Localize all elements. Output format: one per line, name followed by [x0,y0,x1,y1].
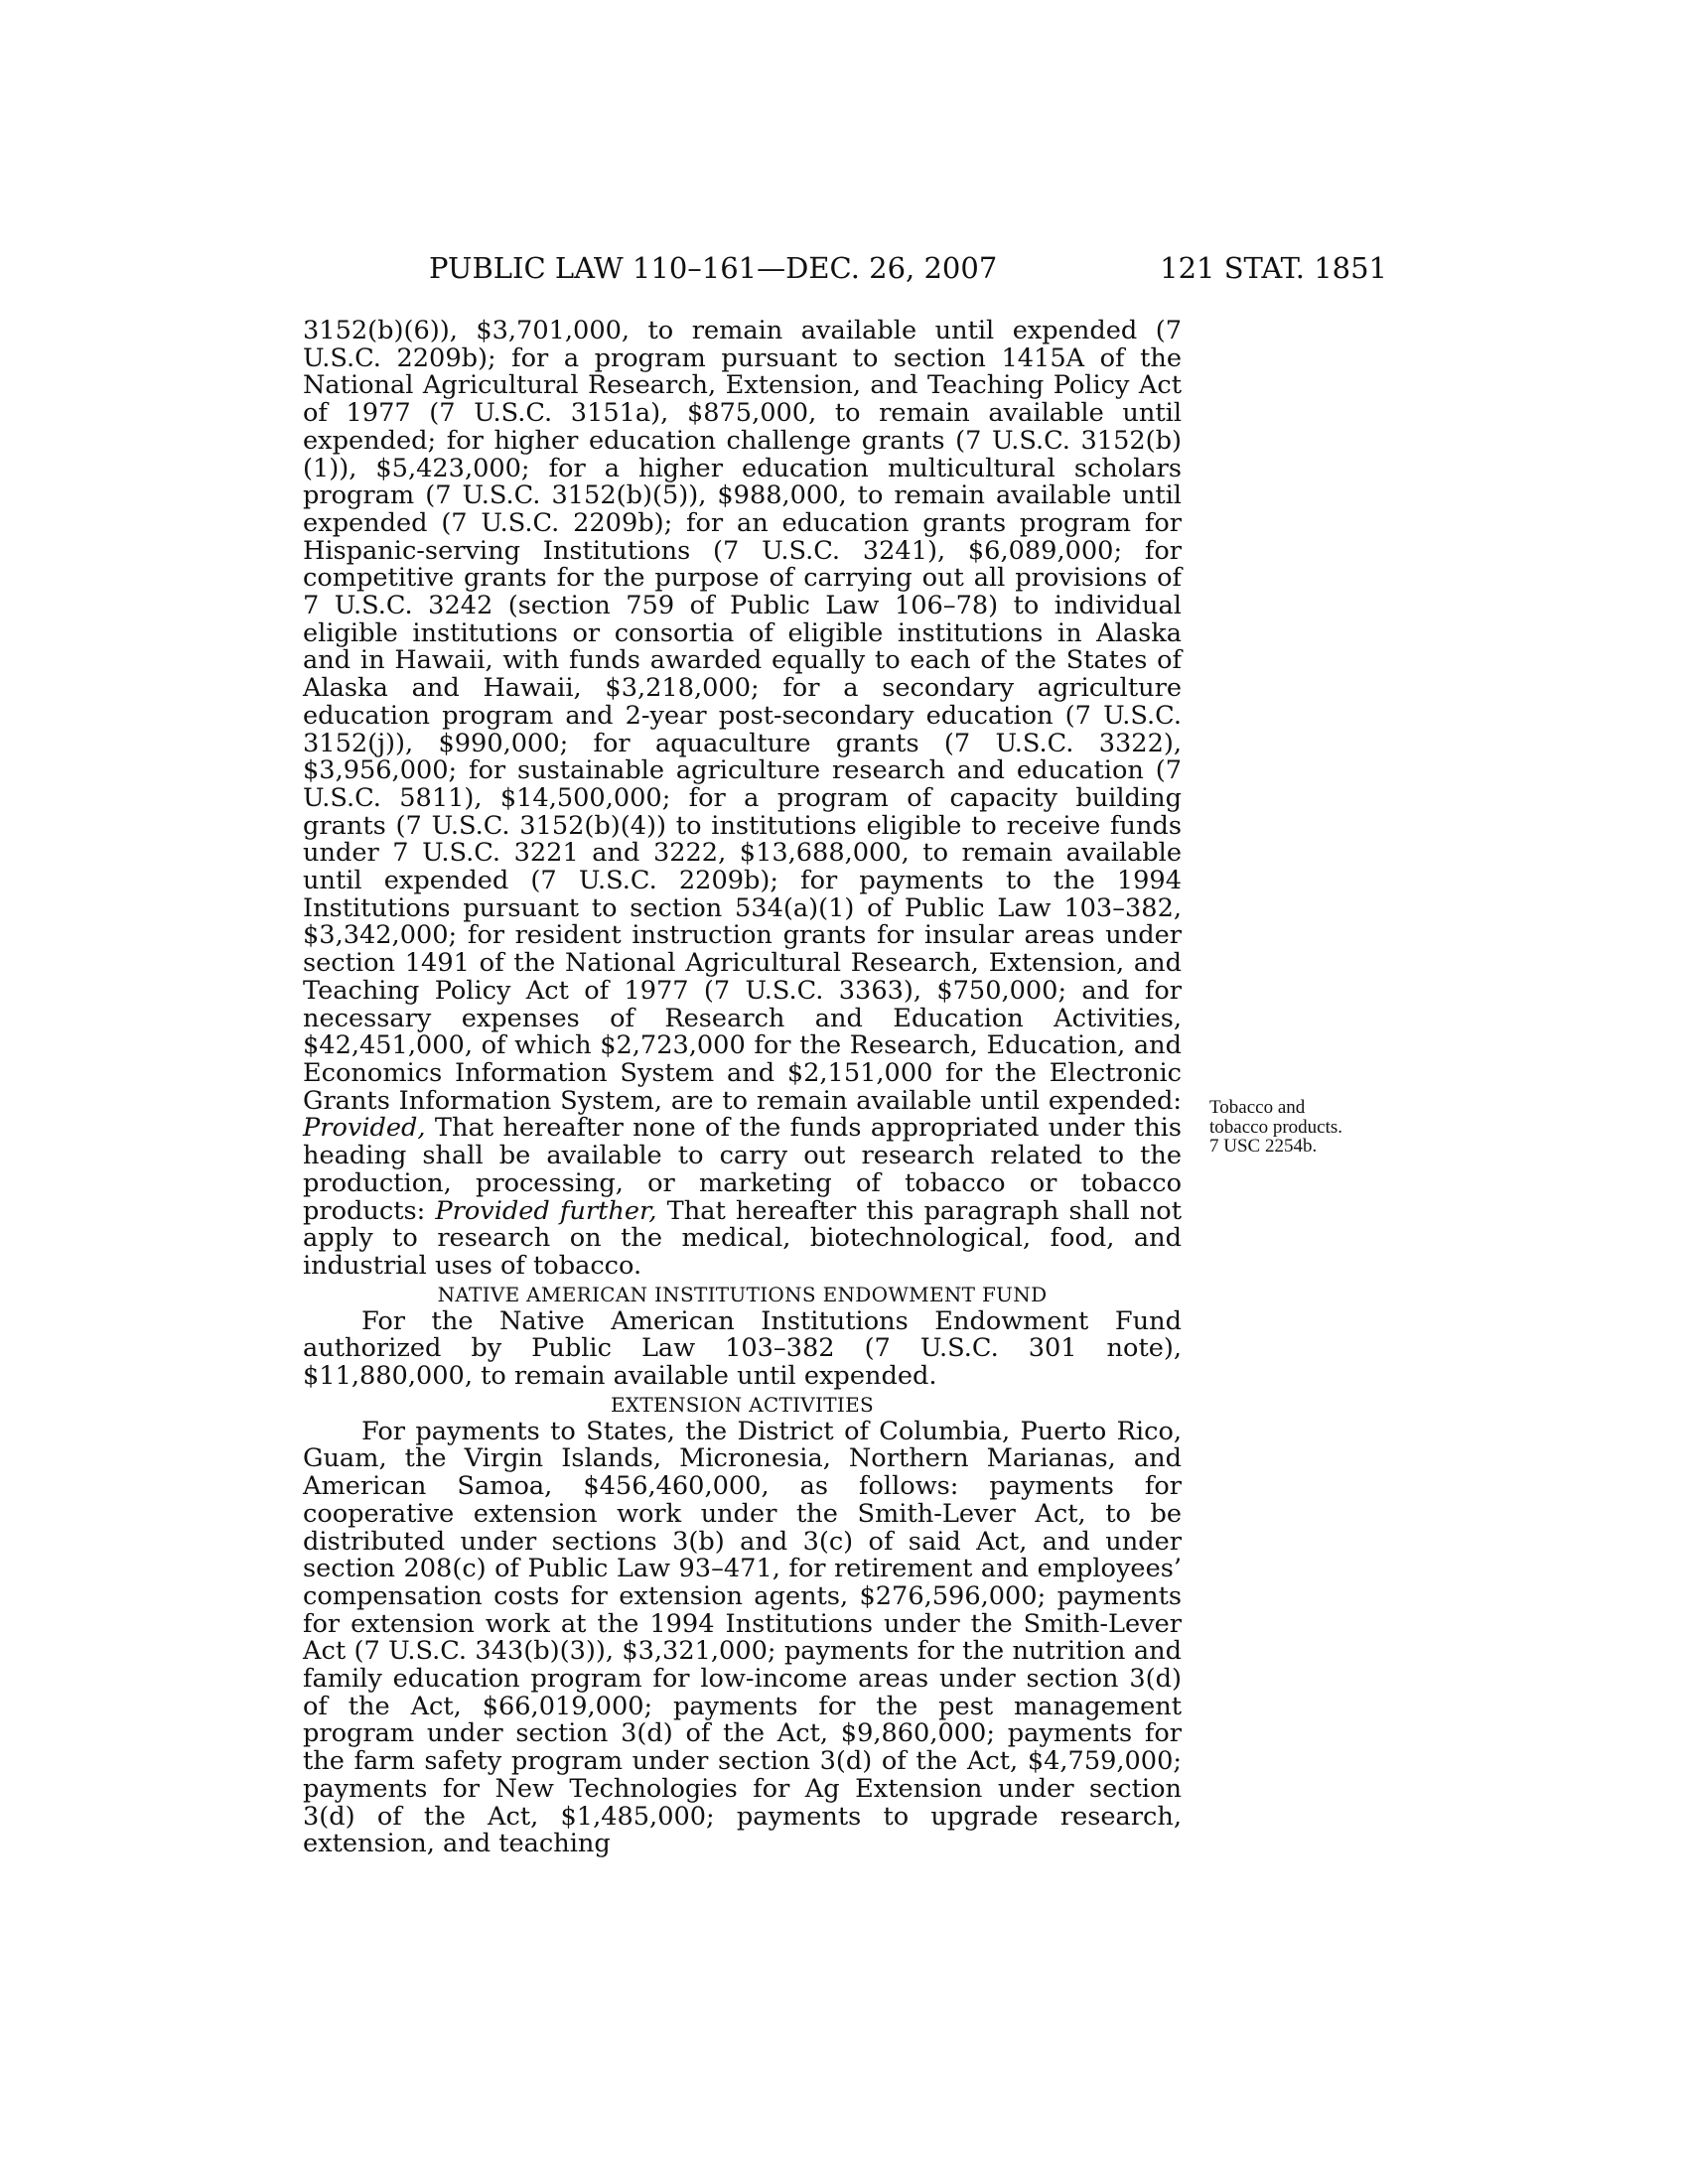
running-header [429,248,1387,288]
margin-note-line: tobacco products. [1209,1116,1343,1138]
margin-note-citation: 7 USC 2254b. [1209,1136,1318,1157]
header-public-law: PUBLIC LAW 110–161—DEC. 26, 2007 [429,251,998,285]
provided-further-italic: Provided further, [435,1195,657,1226]
margin-note-line: Tobacco and [1209,1097,1306,1118]
body-text-column [303,318,1182,1858]
research-education-paragraph [303,318,1182,1281]
paragraph-text: That hereafter none of the funds appropriated under this heading shall be available to carry out research related to the production, processing, or marketing of tobacco or tobacco products: [303,1113,1182,1226]
paragraph-text: 3152(b)(6)), $3,701,000, to remain available until expended (7 U.S.C. 2209b); for a program pursuant to section 1415A of the National Agricultural Research, Extension, and Teaching Policy Act of 1977 (7 U.S.C. 3151a), $875,000, to remain available until expended; for higher education challenge grants (7 U.S.C. 3152(b)(1)), $5,423,000; for a higher education multicultural scholars program (7 U.S.C. 3152(b)(5)), $988,000, to remain available until expended (7 U.S.C. 2209b); for an education grants program for Hispanic-serving Institutions (7 U.S.C. 3241), $6,089,000; for competitive grants for the purpose of carrying out all provisions of 7 U.S.C. 3242 (section 759 of Public Law 106–78) to individual eligible institutions or consortia of eligible institutions in Alaska and in Hawaii, with funds awarded equally to each of the States of Alaska and Hawaii, $3,218,000; for a secondary agriculture education program and 2-year post-secondary education (7 U.S.C. 3152(j)), $990,000; for aquaculture grants (7 U.S.C. 3322), $3,956,000; for sustainable agriculture research and education (7 U.S.C. 5811), $14,500,000; for a program of capacity building grants (7 U.S.C. 3152(b)(4)) to institutions eligible to receive funds under 7 U.S.C. 3221 and 3222, $13,688,000, to remain available until expended (7 U.S.C. 2209b); for payments to the 1994 Institutions pursuant to section 534(a)(1) of Public Law 103–382, $3,342,000; for resident instruction grants for insular areas under section 1491 of the National Agricultural Research, Extension, and Teaching Policy Act of 1977 (7 U.S.C. 3363), $750,000; and for necessary expenses of Research and Education Activities, $42,451,000, of which $2,723,000 for the Research, Education, and Economics Information System and $2,151,000 for the Electronic Grants Information System, are to remain available until expended: [303,316,1182,1116]
endowment-fund-paragraph: For the Native American Institutions Endowment Fund authorized by Public Law 103–382 (7 U.S.C. 301 note), $11,880,000, to remain available until expended. [303,1305,1182,1392]
margin-note [1209,1098,1408,1157]
extension-activities-paragraph: For payments to States, the District of Columbia, Puerto Rico, Guam, the Virgin Islands, Micronesia, Northern Marianas, and American Samoa, $456,460,000, as follows: payments for cooperative extension work under the Smith-Lever Act, to be distributed under sections 3(b) and 3(c) of said Act, and under section 208(c) of Public Law 93–471, for retirement and employees’ compensation costs for extension agents, $276,596,000; payments for extension work at the 1994 Institutions under the Smith-Lever Act (7 U.S.C. 343(b)(3)), $3,321,000; payments for the nutrition and family education program for low-income areas under section 3(d) of the Act, $66,019,000; payments for the pest management program under section 3(d) of the Act, $9,860,000; payments for the farm safety program under section 3(d) of the Act, $4,759,000; payments for New Technologies for Ag Extension under section 3(d) of the Act, $1,485,000; payments to upgrade research, extension, and teaching [303,1416,1182,1859]
header-stat-page: 121 STAT. 1851 [1160,251,1387,285]
heading-extension-activities: EXTENSION ACTIVITIES [610,1392,874,1417]
provided-italic: Provided, [303,1113,426,1144]
heading-native-american-endowment: NATIVE AMERICAN INSTITUTIONS ENDOWMENT FUND [437,1282,1048,1306]
paragraph-text: That hereafter this paragraph shall not apply to research on the medical, biotechnological, food, and industrial uses of tobacco. [303,1195,1183,1281]
